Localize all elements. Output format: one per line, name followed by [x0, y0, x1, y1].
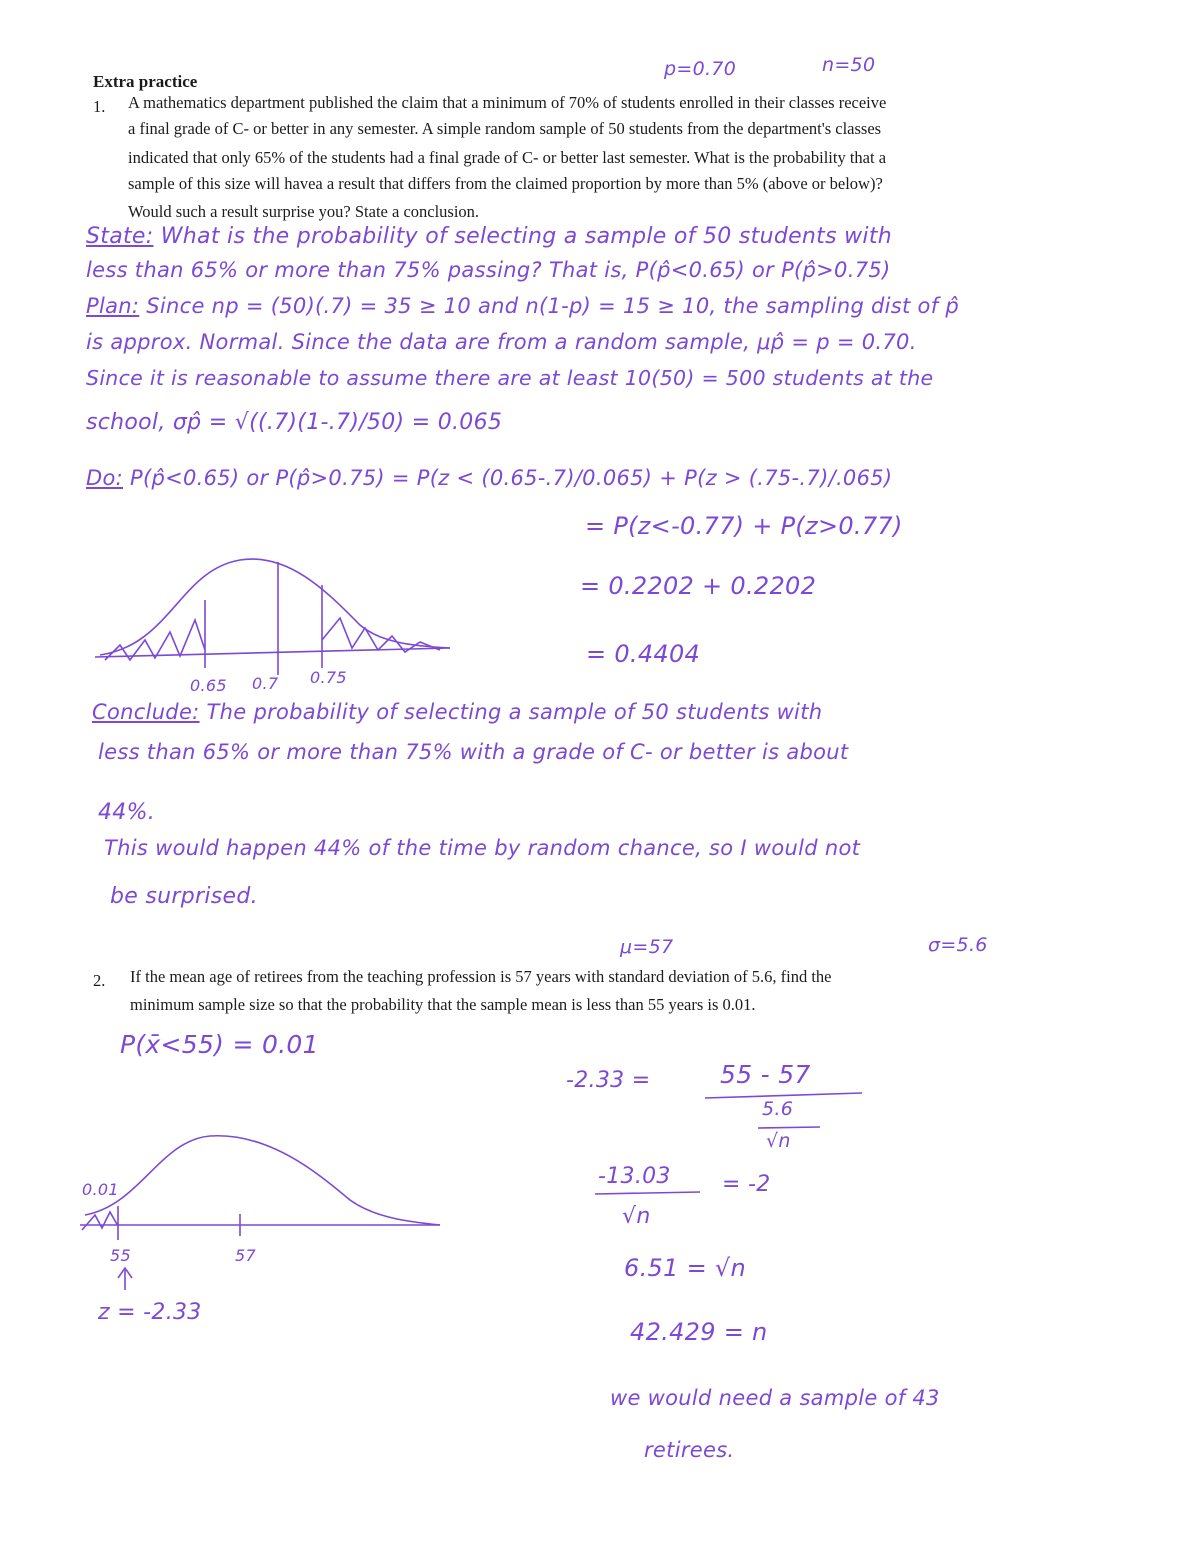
eq2-denominator: √n — [622, 1204, 651, 1229]
curve-2-bell — [85, 1136, 440, 1225]
problem-2-line-2: minimum sample size so that the probability that the sample mean is less than 55 years is 0.01. — [130, 995, 756, 1014]
problem-1-line-5: Would such a result surprise you? State a conclusion. — [128, 202, 480, 221]
eq1-numerator: 55 - 57 — [720, 1060, 811, 1089]
eq1-denominator-bottom: √n — [766, 1130, 791, 1152]
curve-1-label-07: 0.7 — [252, 674, 279, 693]
problem-1-line-1: A mathematics department published the claim that a minimum of 70% of students enrolled in their classes receive — [128, 93, 887, 112]
state-label: State: — [86, 224, 154, 249]
annotation-sigma: σ=5.6 — [928, 934, 988, 956]
curve-2-arrow-head — [118, 1268, 132, 1278]
eq1-denominator-top: 5.6 — [762, 1098, 794, 1120]
conclude-line-3: 44%. — [98, 800, 156, 825]
do-section — [86, 466, 892, 490]
prob-statement: P(x̄<55) = 0.01 — [120, 1030, 319, 1059]
conclude-section — [92, 700, 822, 724]
eq2-numerator: -13.03 — [598, 1164, 671, 1189]
annotation-mu: μ=57 — [620, 936, 674, 958]
plan-label: Plan: — [86, 294, 140, 318]
eq2-fraction-bar — [595, 1192, 700, 1194]
problem-1-line-2: a final grade of C- or better in any semester. A simple random sample of 50 students from the department's classes — [128, 119, 882, 138]
problem-1-line-4: sample of this size will havea a result that differs from the claimed proportion by more than 5% (above or below)? — [128, 174, 883, 193]
eq1-inner-bar — [758, 1127, 820, 1128]
curve-2-shade — [82, 1212, 118, 1230]
annotation-n: n=50 — [822, 54, 876, 76]
curve-2-label-55: 55 — [110, 1246, 131, 1265]
conclude-label: Conclude: — [92, 700, 200, 724]
state-section — [86, 224, 892, 249]
plan-section — [86, 294, 959, 318]
state-line-2: less than 65% or more than 75% passing? That is, P(p̂<0.65) or P(p̂>0.75) — [86, 258, 891, 282]
curve-1-axis — [95, 648, 450, 657]
plan-line-2: is approx. Normal. Since the data are from a random sample, μp̂ = p = 0.70. — [86, 330, 917, 354]
problem-1-line-3: indicated that only 65% of the students had a final grade of C- or better last semester. What is the probability that a — [128, 148, 887, 167]
plan-line-3: Since it is reasonable to assume there are at least 10(50) = 500 students at the — [86, 366, 934, 390]
problem-1-number: 1. — [93, 97, 106, 116]
plan-line-4: school, σp̂ = √((.7)(1-.7)/50) = 0.065 — [86, 410, 503, 435]
eq3: 6.51 = √n — [624, 1254, 747, 1282]
problem-2-number: 2. — [93, 971, 106, 990]
curve-2-label-z: z = -2.33 — [98, 1300, 202, 1325]
step-1: = P(z<-0.77) + P(z>0.77) — [585, 512, 903, 540]
annotation-p: p=0.70 — [664, 58, 737, 80]
conclude-line-5: be surprised. — [110, 884, 258, 909]
conclude-line-1: The probability of selecting a sample of 50 students with — [206, 700, 823, 724]
state-line-1: What is the probability of selecting a sample of 50 students with — [160, 224, 893, 249]
step-3: = 0.4404 — [586, 640, 701, 668]
curve-2-label-area: 0.01 — [82, 1180, 119, 1199]
page-title: Extra practice — [93, 72, 198, 91]
curve-2-label-57: 57 — [235, 1246, 256, 1265]
curve-1-label-075: 0.75 — [310, 668, 347, 687]
conclude-line-2: less than 65% or more than 75% with a grade of C- or better is about — [98, 740, 849, 764]
curve-1-bell — [100, 559, 450, 655]
eq2-right: = -2 — [722, 1172, 771, 1197]
step-2: = 0.2202 + 0.2202 — [580, 572, 817, 600]
conclusion-2-line-1: we would need a sample of 43 — [610, 1386, 940, 1410]
problem-2-line-1: If the mean age of retirees from the teaching profession is 57 years with standard deviation of 5.6, find the — [130, 967, 832, 986]
do-line: P(p̂<0.65) or P(p̂>0.75) = P(z < (0.65-.7)/0.065) + P(z > (.75-.7)/.065) — [129, 466, 893, 490]
curve-1-shade-left — [105, 620, 205, 660]
curve-1-label-065: 0.65 — [190, 676, 227, 695]
eq4: 42.429 = n — [630, 1318, 768, 1346]
conclude-line-4: This would happen 44% of the time by random chance, so I would not — [104, 836, 861, 860]
conclusion-2-line-2: retirees. — [644, 1438, 735, 1462]
plan-line-1: Since np = (50)(.7) = 35 ≥ 10 and n(1-p) = 15 ≥ 10, the sampling dist of p̂ — [146, 294, 960, 318]
do-label: Do: — [86, 466, 123, 490]
curve-1-shade-right — [322, 618, 440, 652]
eq1-left: -2.33 = — [566, 1068, 651, 1093]
